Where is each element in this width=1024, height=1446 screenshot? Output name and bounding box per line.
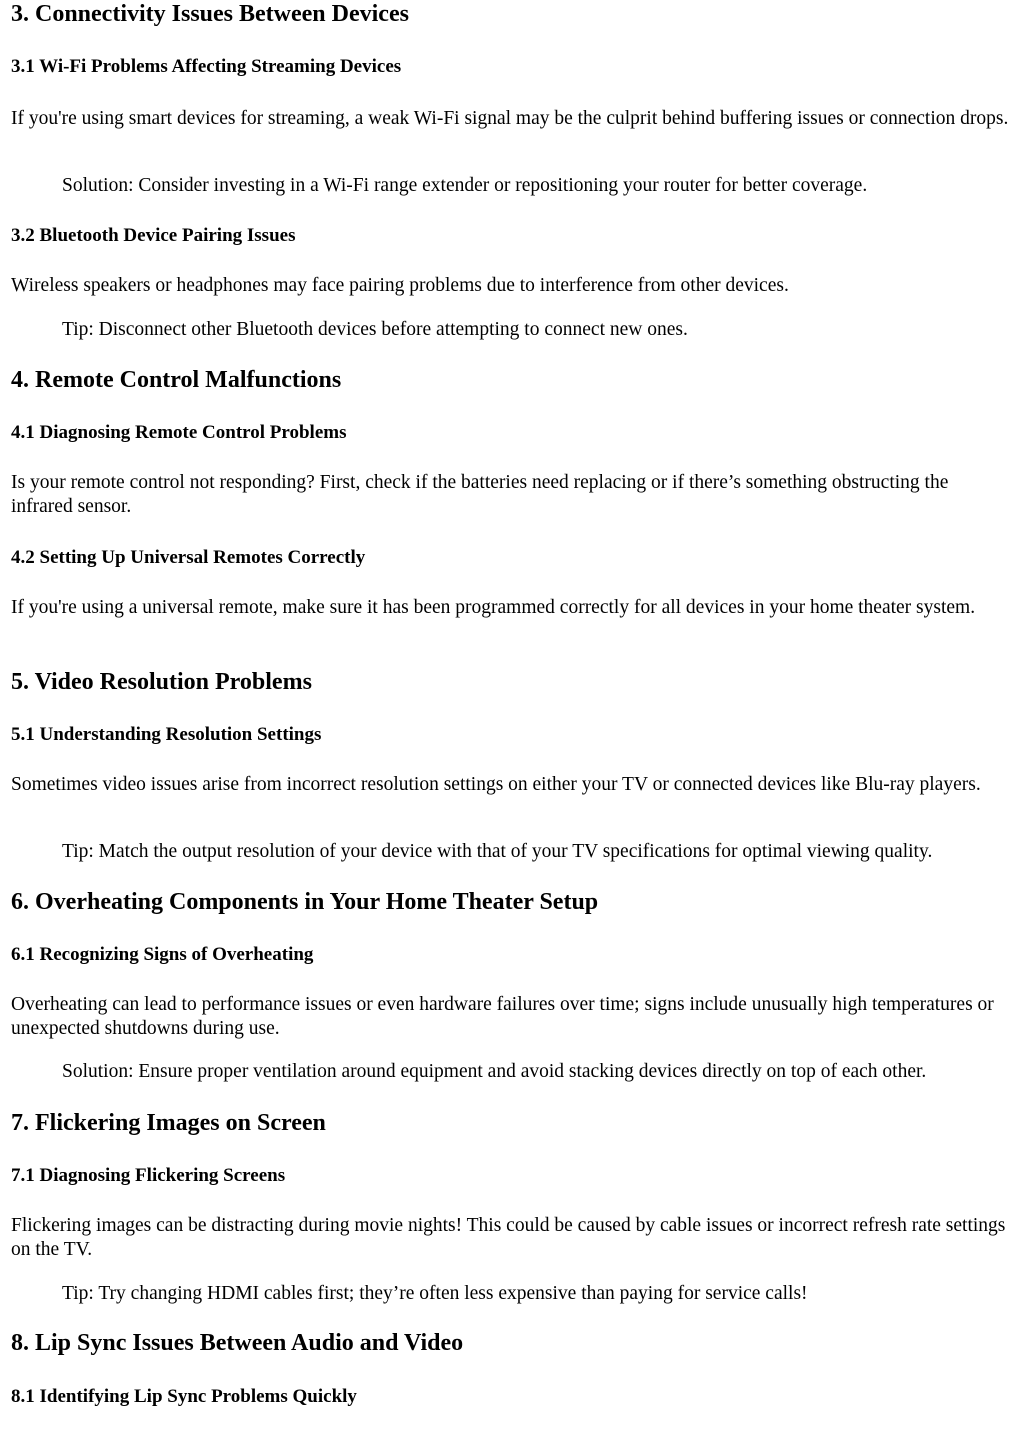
section-heading-flickering: 7. Flickering Images on Screen — [11, 1110, 326, 1136]
tip-note-flickering: Tip: Try changing HDMI cables first; they’re often less expensive than paying for service calls! — [62, 1283, 808, 1304]
tip-note-resolution: Tip: Match the output resolution of your device with that of your TV specifications for optimal viewing quality. — [62, 841, 933, 862]
paragraph-bluetooth: Wireless speakers or headphones may face pairing problems due to interference from other devices. — [11, 275, 789, 296]
section-heading-connectivity: 3. Connectivity Issues Between Devices — [11, 1, 409, 27]
paragraph-universal-remotes: If you're using a universal remote, make sure it has been programmed correctly for all devices in your home theater system. — [11, 597, 976, 618]
solution-note-overheating: Solution: Ensure proper ventilation around equipment and avoid stacking devices directly on top of each other. — [62, 1061, 927, 1082]
paragraph-resolution-settings: Sometimes video issues arise from incorrect resolution settings on either your TV or connected devices like Blu-ray players. — [11, 774, 981, 795]
subsection-heading-universal-remotes: 4.2 Setting Up Universal Remotes Correctly — [11, 547, 366, 568]
paragraph-wifi: If you're using smart devices for streaming, a weak Wi-Fi signal may be the culprit behind buffering issues or connection drops. — [11, 108, 1009, 129]
section-heading-video-resolution: 5. Video Resolution Problems — [11, 669, 312, 695]
paragraph-remote-diagnosing: Is your remote control not responding? First, check if the batteries need replacing or if there’s something obstructing the infrared sensor. — [11, 472, 949, 517]
section-heading-lip-sync: 8. Lip Sync Issues Between Audio and Video — [11, 1330, 464, 1356]
subsection-heading-resolution-settings: 5.1 Understanding Resolution Settings — [11, 724, 322, 745]
subsection-heading-wifi: 3.1 Wi-Fi Problems Affecting Streaming Devices — [11, 56, 402, 77]
subsection-heading-bluetooth: 3.2 Bluetooth Device Pairing Issues — [11, 225, 296, 246]
section-heading-remote-control: 4. Remote Control Malfunctions — [11, 367, 342, 393]
section-heading-overheating: 6. Overheating Components in Your Home Theater Setup — [11, 889, 599, 915]
subsection-heading-overheating-signs: 6.1 Recognizing Signs of Overheating — [11, 944, 314, 965]
subsection-heading-lip-sync-identifying: 8.1 Identifying Lip Sync Problems Quickly — [11, 1386, 357, 1407]
solution-note-wifi: Solution: Consider investing in a Wi-Fi range extender or repositioning your router for better coverage. — [62, 175, 868, 196]
paragraph-flickering: Flickering images can be distracting during movie nights! This could be caused by cable issues or incorrect refresh rate settings on the TV. — [11, 1215, 1006, 1260]
subsection-heading-remote-diagnosing: 4.1 Diagnosing Remote Control Problems — [11, 422, 347, 443]
tip-note-bluetooth: Tip: Disconnect other Bluetooth devices before attempting to connect new ones. — [62, 319, 688, 340]
paragraph-overheating-signs: Overheating can lead to performance issues or even hardware failures over time; signs include unusually high temperatures or unexpected shutdowns during use. — [11, 994, 994, 1039]
subsection-heading-flickering-diagnosing: 7.1 Diagnosing Flickering Screens — [11, 1165, 286, 1186]
